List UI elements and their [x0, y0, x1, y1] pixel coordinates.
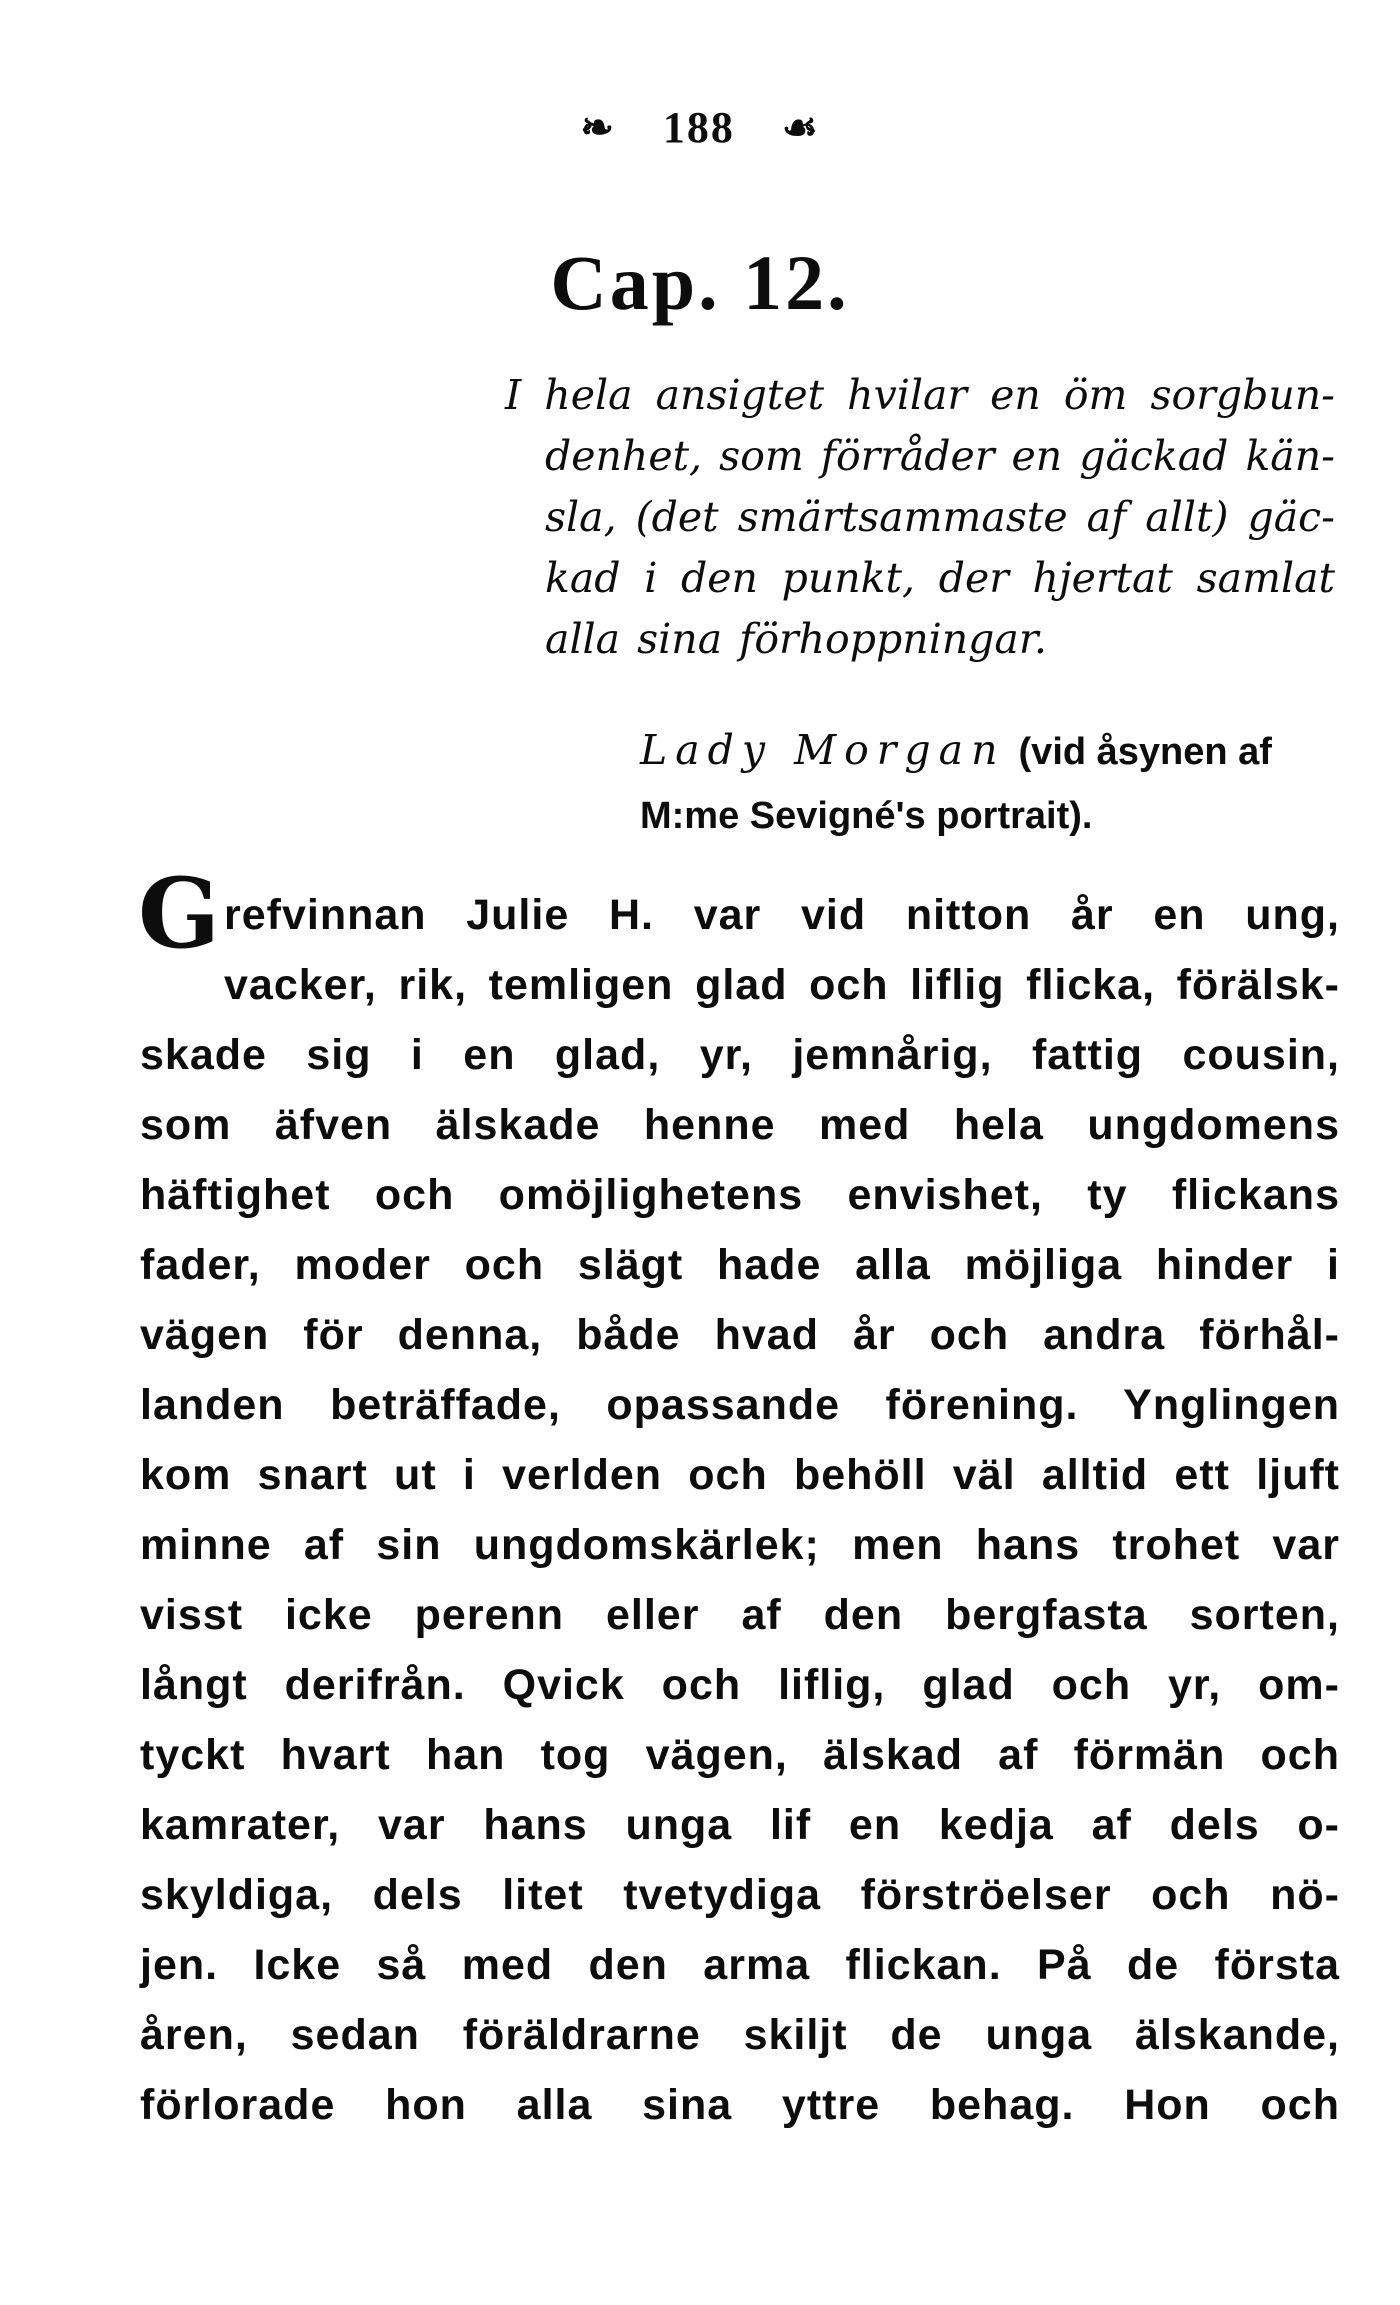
body-line: förlorade hon alla sina yttre behag. Hon och — [140, 2081, 1340, 2129]
body-line: jen. Icke så med den arma flickan. På de första — [140, 1941, 1340, 1989]
body-line: skade sig i en glad, yr, jemnårig, fattig cousin, — [140, 1031, 1340, 1079]
epigraph-line: kad i den punkt, der hjertat samlat — [545, 554, 1335, 602]
body-line: kamrater, var hans unga lif en kedja af dels o- — [140, 1801, 1340, 1849]
epigraph-line: sla, (det smärtsammaste af allt) gäc- — [545, 493, 1335, 541]
body-line: minne af sin ungdomskärlek; men hans trohet var — [140, 1521, 1340, 1569]
epigraph-attribution — [640, 718, 1340, 848]
epigraph-line: alla sina förhoppningar. — [545, 615, 1047, 663]
ornament-left-icon: ❧ — [580, 105, 616, 151]
epigraph-line: I hela ansigtet hvilar en öm sorgbun- — [505, 371, 1335, 419]
body-line: som äfven älskade henne med hela ungdomens — [140, 1101, 1340, 1149]
body-line: landen beträffade, opassande förening. Ynglingen — [140, 1381, 1340, 1429]
epigraph-note-continued: M:me Sevigné's portrait). — [640, 795, 1093, 837]
body-line: häftighet och omöjlighetens envishet, ty flickans — [140, 1171, 1340, 1219]
body-line: visst icke perenn eller af den bergfasta sorten, — [140, 1591, 1340, 1639]
body-line: tyckt hvart han tog vägen, älskad af förmän och — [140, 1731, 1340, 1779]
page-number: 188 — [662, 103, 735, 153]
epigraph — [505, 365, 1335, 670]
body-line: åren, sedan föräldrarne skiljt de unga älskande, — [140, 2011, 1340, 2059]
body-line: vägen för denna, både hvad år och andra förhål- — [140, 1311, 1340, 1359]
body-line: fader, moder och slägt hade alla möjliga hinder i — [140, 1241, 1340, 1289]
body-line: långt derifrån. Qvick och liflig, glad och yr, om- — [140, 1661, 1340, 1709]
body-line: refvinnan Julie H. var vid nitton år en ung, — [223, 891, 1340, 939]
body-line: kom snart ut i verlden och behöll väl alltid ett ljuft — [140, 1451, 1340, 1499]
running-head — [0, 98, 1400, 153]
epigraph-note: (vid åsynen af — [1018, 731, 1272, 773]
drop-cap: G — [138, 857, 220, 970]
chapter-heading: Cap. 12. — [550, 239, 850, 326]
body-text — [138, 857, 1340, 2140]
body-line: skyldiga, dels litet tvetydiga förströelser och nö- — [140, 1871, 1340, 1919]
epigraph-author: Lady Morgan — [640, 726, 1006, 774]
ornament-right-icon: ☙ — [781, 105, 820, 151]
epigraph-line: denhet, som förråder en gäckad kän- — [545, 432, 1335, 480]
body-line: vacker, rik, temligen glad och liflig flicka, förälsk- — [223, 961, 1340, 1009]
